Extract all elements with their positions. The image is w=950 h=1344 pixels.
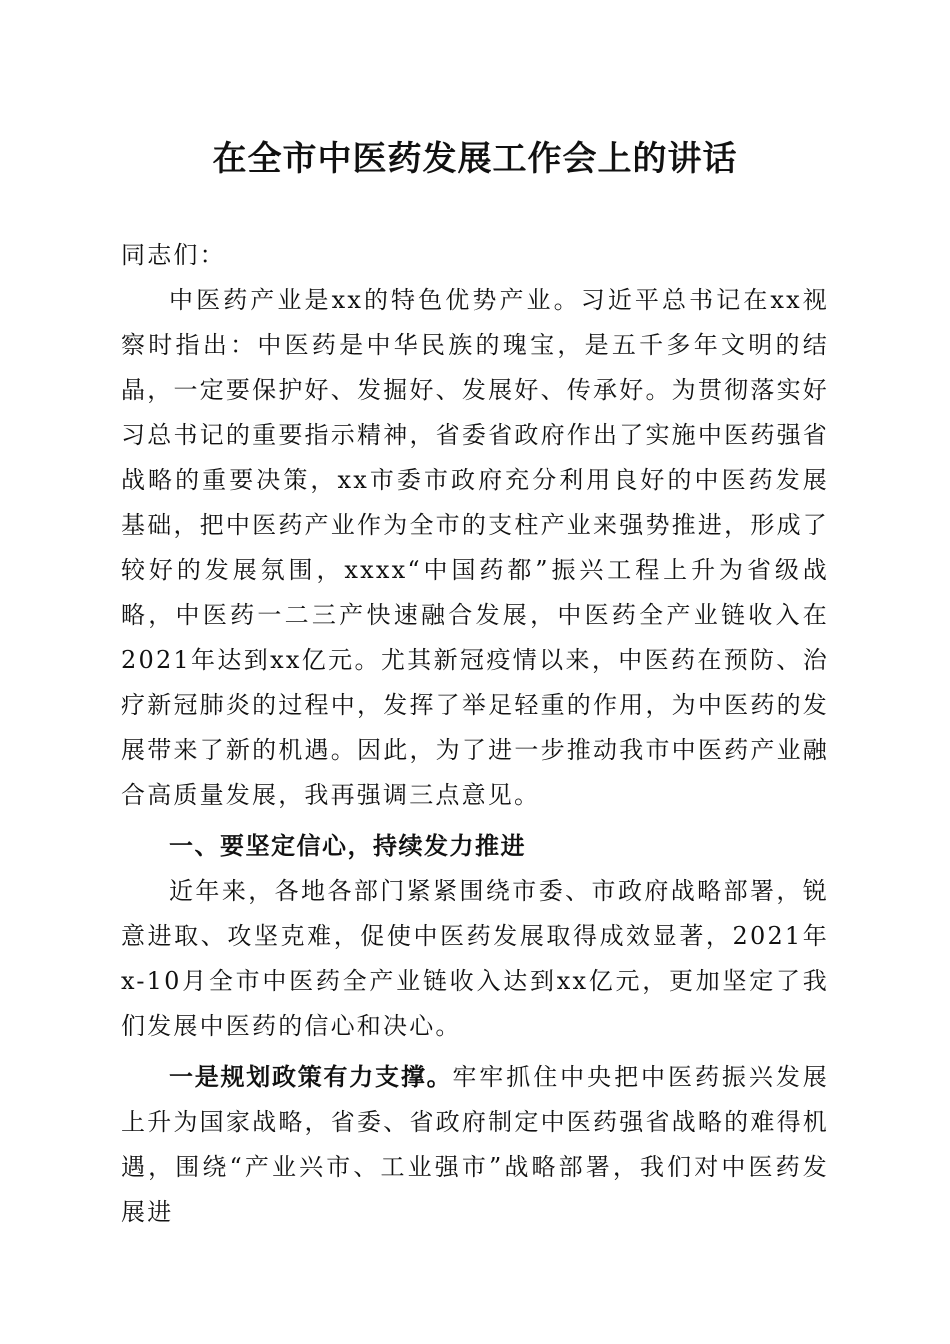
point-1-text: 牢牢抓住中央把中医药振兴发展上升为国家战略，省委、省政府制定中医药强省战略的难得机遇，围绕“产业兴市、工业强市”战略部署，我们对中医药发展进 (121, 1063, 829, 1226)
salutation: 同志们： (121, 241, 226, 269)
section-1-heading: 一、要坚定信心，持续发力推进 (169, 832, 526, 860)
intro-paragraph: 中医药产业是xx的特色优势产业。习近平总书记在xx视察时指出：中医药是中华民族的瑰宝，是五千多年文明的结晶，一定要保护好、发掘好、发展好、传承好。为贯彻落实好习总书记的重要指示精神，省委省政府作出了实施中医药强省战略的重要决策，xx市委市政府充分利用良好的中医药发展基础，把中医药产业作为全市的支柱产业来强势推进，形成了较好的发展氛围，xxxx“中国药都”振兴工程上升为省级战略，中医药一二三产快速融合发展，中医药全产业链收入在2021年达到xx亿元。尤其新冠疫情以来，中医药在预防、治疗新冠肺炎的过程中，发挥了举足轻重的作用，为中医药的发展带来了新的机遇。因此，为了进一步推动我市中医药产业融合高质量发展，我再强调三点意见。 (121, 286, 829, 809)
point-1-paragraph (121, 1055, 829, 1235)
point-1-lead: 一是规划政策有力支撑。 (169, 1063, 453, 1091)
section-1-paragraph: 近年来，各地各部门紧紧围绕市委、市政府战略部署，锐意进取、攻坚克难，促使中医药发展取得成效显著，2021年x-10月全市中医药全产业链收入达到xx亿元，更加坚定了我们发展中医药的信心和决心。 (121, 877, 829, 1040)
document-body (121, 233, 829, 1235)
document-title: 在全市中医药发展工作会上的讲话 (212, 139, 738, 179)
